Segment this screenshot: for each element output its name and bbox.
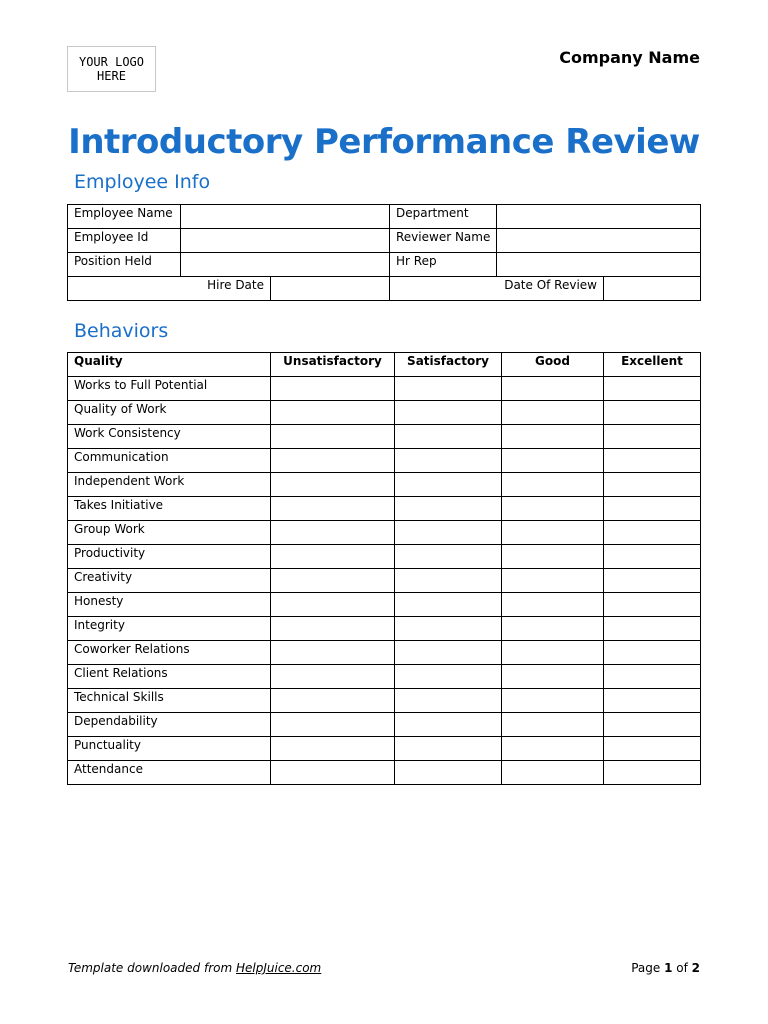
table-header-row [68,353,701,377]
rating-cell-unsatisfactory[interactable] [271,617,395,641]
rating-cell-excellent[interactable] [604,689,701,713]
hire-date-label: Hire Date [68,277,271,301]
rating-cell-satisfactory[interactable] [395,377,502,401]
table-row [68,665,701,689]
table-row [68,205,701,229]
quality-label: Work Consistency [68,425,271,449]
rating-cell-unsatisfactory[interactable] [271,545,395,569]
quality-label: Attendance [68,761,271,785]
helpjuice-link[interactable]: HelpJuice.com [235,961,322,975]
footer-prefix: Template downloaded from [68,961,236,975]
rating-cell-excellent[interactable] [604,497,701,521]
behaviors-table [67,352,701,785]
position-held-label: Position Held [68,253,181,277]
hr-rep-label: Hr Rep [390,253,497,277]
quality-label: Communication [68,449,271,473]
hire-date-field[interactable] [271,277,390,301]
rating-cell-excellent[interactable] [604,665,701,689]
column-header-satisfactory: Satisfactory [395,353,502,377]
quality-label: Coworker Relations [68,641,271,665]
table-row [68,713,701,737]
rating-cell-good[interactable] [502,737,604,761]
date-of-review-field[interactable] [604,277,701,301]
rating-cell-good[interactable] [502,665,604,689]
quality-label: Group Work [68,521,271,545]
position-held-field[interactable] [181,253,390,277]
rating-cell-satisfactory[interactable] [395,665,502,689]
rating-cell-good[interactable] [502,425,604,449]
table-row [68,617,701,641]
rating-cell-unsatisfactory[interactable] [271,521,395,545]
rating-cell-unsatisfactory[interactable] [271,473,395,497]
rating-cell-good[interactable] [502,377,604,401]
rating-cell-good[interactable] [502,713,604,737]
company-name: Company Name [559,48,700,67]
rating-cell-unsatisfactory[interactable] [271,593,395,617]
rating-cell-unsatisfactory[interactable] [271,425,395,449]
employee-name-field[interactable] [181,205,390,229]
table-row [68,277,701,301]
employee-id-label: Employee Id [68,229,181,253]
logo-text-line1: YOUR LOGO [78,55,145,69]
rating-cell-satisfactory[interactable] [395,545,502,569]
rating-cell-good[interactable] [502,617,604,641]
rating-cell-good[interactable] [502,569,604,593]
quality-label: Quality of Work [68,401,271,425]
rating-cell-satisfactory[interactable] [395,689,502,713]
quality-label: Dependability [68,713,271,737]
rating-cell-satisfactory[interactable] [395,593,502,617]
rating-cell-excellent[interactable] [604,713,701,737]
table-row [68,473,701,497]
quality-label: Takes Initiative [68,497,271,521]
rating-cell-satisfactory[interactable] [395,761,502,785]
footer-attribution [68,961,321,975]
rating-cell-good[interactable] [502,497,604,521]
company-logo-placeholder [67,46,156,92]
rating-cell-good[interactable] [502,521,604,545]
rating-cell-unsatisfactory[interactable] [271,713,395,737]
column-header-good: Good [502,353,604,377]
column-header-excellent: Excellent [604,353,701,377]
rating-cell-satisfactory[interactable] [395,641,502,665]
rating-cell-good[interactable] [502,761,604,785]
rating-cell-excellent[interactable] [604,521,701,545]
rating-cell-satisfactory[interactable] [395,497,502,521]
rating-cell-unsatisfactory[interactable] [271,689,395,713]
rating-cell-excellent[interactable] [604,641,701,665]
table-row [68,377,701,401]
page-title: Introductory Performance Review [68,122,700,162]
employee-id-field[interactable] [181,229,390,253]
rating-cell-excellent[interactable] [604,473,701,497]
rating-cell-excellent[interactable] [604,377,701,401]
rating-cell-satisfactory[interactable] [395,521,502,545]
column-header-quality: Quality [68,353,271,377]
rating-cell-good[interactable] [502,401,604,425]
rating-cell-satisfactory[interactable] [395,449,502,473]
page-current: 1 [664,961,673,975]
rating-cell-satisfactory[interactable] [395,425,502,449]
rating-cell-satisfactory[interactable] [395,617,502,641]
employee-info-heading: Employee Info [74,171,211,193]
rating-cell-unsatisfactory[interactable] [271,737,395,761]
rating-cell-unsatisfactory[interactable] [271,569,395,593]
hr-rep-field[interactable] [497,253,701,277]
quality-label: Client Relations [68,665,271,689]
rating-cell-good[interactable] [502,689,604,713]
table-row [68,737,701,761]
quality-label: Creativity [68,569,271,593]
reviewer-name-label: Reviewer Name [390,229,497,253]
table-row [68,253,701,277]
page-total: 2 [691,961,700,975]
date-of-review-label: Date Of Review [390,277,604,301]
rating-cell-unsatisfactory[interactable] [271,449,395,473]
rating-cell-unsatisfactory[interactable] [271,497,395,521]
rating-cell-excellent[interactable] [604,425,701,449]
reviewer-name-field[interactable] [497,229,701,253]
rating-cell-satisfactory[interactable] [395,737,502,761]
rating-cell-satisfactory[interactable] [395,473,502,497]
rating-cell-unsatisfactory[interactable] [271,665,395,689]
rating-cell-good[interactable] [502,473,604,497]
logo-text-line2: HERE [97,69,126,83]
behaviors-heading: Behaviors [74,320,169,342]
column-header-unsatisfactory: Unsatisfactory [271,353,395,377]
table-row [68,761,701,785]
rating-cell-excellent[interactable] [604,737,701,761]
department-label: Department [390,205,497,229]
rating-cell-good[interactable] [502,593,604,617]
table-row [68,521,701,545]
page-of: of [672,961,692,975]
page-word: Page [631,961,665,975]
page-number [631,961,700,975]
rating-cell-excellent[interactable] [604,593,701,617]
table-row [68,545,701,569]
rating-cell-unsatisfactory[interactable] [271,761,395,785]
rating-cell-satisfactory[interactable] [395,569,502,593]
department-field[interactable] [497,205,701,229]
table-row [68,401,701,425]
table-row [68,497,701,521]
quality-label: Honesty [68,593,271,617]
rating-cell-excellent[interactable] [604,569,701,593]
rating-cell-good[interactable] [502,545,604,569]
rating-cell-excellent[interactable] [604,545,701,569]
rating-cell-unsatisfactory[interactable] [271,641,395,665]
quality-label: Integrity [68,617,271,641]
rating-cell-excellent[interactable] [604,401,701,425]
table-row [68,569,701,593]
table-row [68,425,701,449]
rating-cell-good[interactable] [502,641,604,665]
quality-label: Punctuality [68,737,271,761]
table-row [68,449,701,473]
employee-name-label: Employee Name [68,205,181,229]
rating-cell-excellent[interactable] [604,617,701,641]
table-row [68,229,701,253]
table-row [68,593,701,617]
rating-cell-satisfactory[interactable] [395,713,502,737]
quality-label: Productivity [68,545,271,569]
table-row [68,689,701,713]
rating-cell-satisfactory[interactable] [395,401,502,425]
employee-info-table [67,204,701,301]
quality-label: Technical Skills [68,689,271,713]
quality-label: Independent Work [68,473,271,497]
quality-label: Works to Full Potential [68,377,271,401]
rating-cell-unsatisfactory[interactable] [271,401,395,425]
rating-cell-good[interactable] [502,449,604,473]
rating-cell-excellent[interactable] [604,449,701,473]
rating-cell-excellent[interactable] [604,761,701,785]
rating-cell-unsatisfactory[interactable] [271,377,395,401]
table-row [68,641,701,665]
